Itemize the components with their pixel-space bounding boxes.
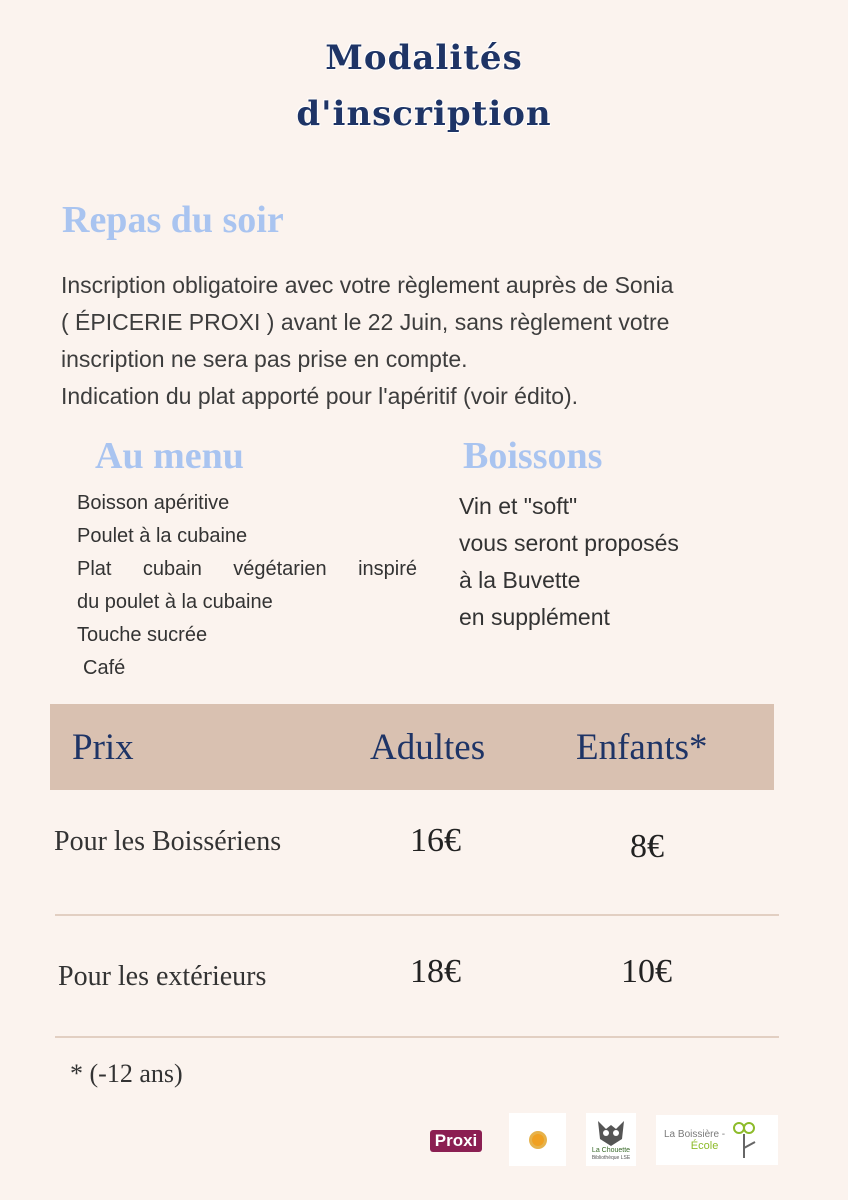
table-divider [55, 1036, 779, 1038]
menu-item: Touche sucrée [77, 624, 208, 646]
menu-item: du poulet à la cubaine [77, 591, 273, 613]
boissiere-en-fete-logo [509, 1113, 566, 1166]
price-footnote: * (-12 ans) [70, 1059, 183, 1088]
table-divider [55, 914, 779, 916]
menu-heading: Au menu [95, 435, 244, 477]
la-chouette-text: La Chouette [591, 1146, 631, 1154]
page-title-line-2: d'inscription [296, 94, 552, 134]
repas-paragraph [61, 267, 801, 415]
repas-line: Inscription obligatoire avec votre règlement auprès de Sonia [61, 272, 674, 298]
price-header-prix: Prix [72, 727, 134, 768]
price-header-enfants: Enfants* [576, 727, 708, 768]
price-row-label: Pour les Boissériens [54, 826, 282, 857]
repas-line: inscription ne sera pas prise en compte. [61, 346, 468, 372]
page-title-line-1: Modalités [325, 38, 523, 78]
menu-item: Café [83, 657, 126, 679]
proxi-logo-text: Proxi [430, 1130, 483, 1152]
repas-line: ( ÉPICERIE PROXI ) avant le 22 Juin, sans règlement votre [61, 309, 670, 335]
price-adult: 18€ [410, 953, 461, 990]
boissons-line: à la Buvette [459, 567, 581, 593]
price-child: 10€ [621, 953, 672, 990]
owl-icon [596, 1119, 626, 1147]
boissons-text [459, 488, 779, 636]
ecole-logo-subtext: École [690, 1139, 719, 1152]
owl-tree-icon [729, 1120, 759, 1160]
price-adult: 16€ [410, 822, 461, 859]
menu-item: Plat cubain végétarien inspiré [77, 558, 417, 580]
la-chouette-logo [586, 1113, 636, 1166]
price-row-label: Pour les extérieurs [58, 961, 267, 992]
la-chouette-subtext: Bibliothèque LSE [591, 1154, 631, 1161]
la-boissiere-ecole-logo [656, 1115, 778, 1165]
boissons-heading: Boissons [463, 435, 603, 477]
sun-icon [529, 1131, 547, 1149]
ecole-logo-text: La Boissière - [664, 1128, 726, 1140]
price-header-adultes: Adultes [370, 727, 486, 768]
repas-heading: Repas du soir [62, 199, 284, 241]
price-child: 8€ [630, 828, 664, 865]
boissons-line: en supplément [459, 604, 610, 630]
menu-list [77, 487, 417, 685]
proxi-logo [426, 1126, 486, 1156]
boissons-line: Vin et "soft" [459, 493, 578, 519]
repas-line: Indication du plat apporté pour l'apéritif (voir édito). [61, 383, 579, 409]
boissons-line: vous seront proposés [459, 530, 679, 556]
menu-item: Boisson apéritive [77, 492, 230, 514]
menu-item: Poulet à la cubaine [77, 525, 248, 547]
